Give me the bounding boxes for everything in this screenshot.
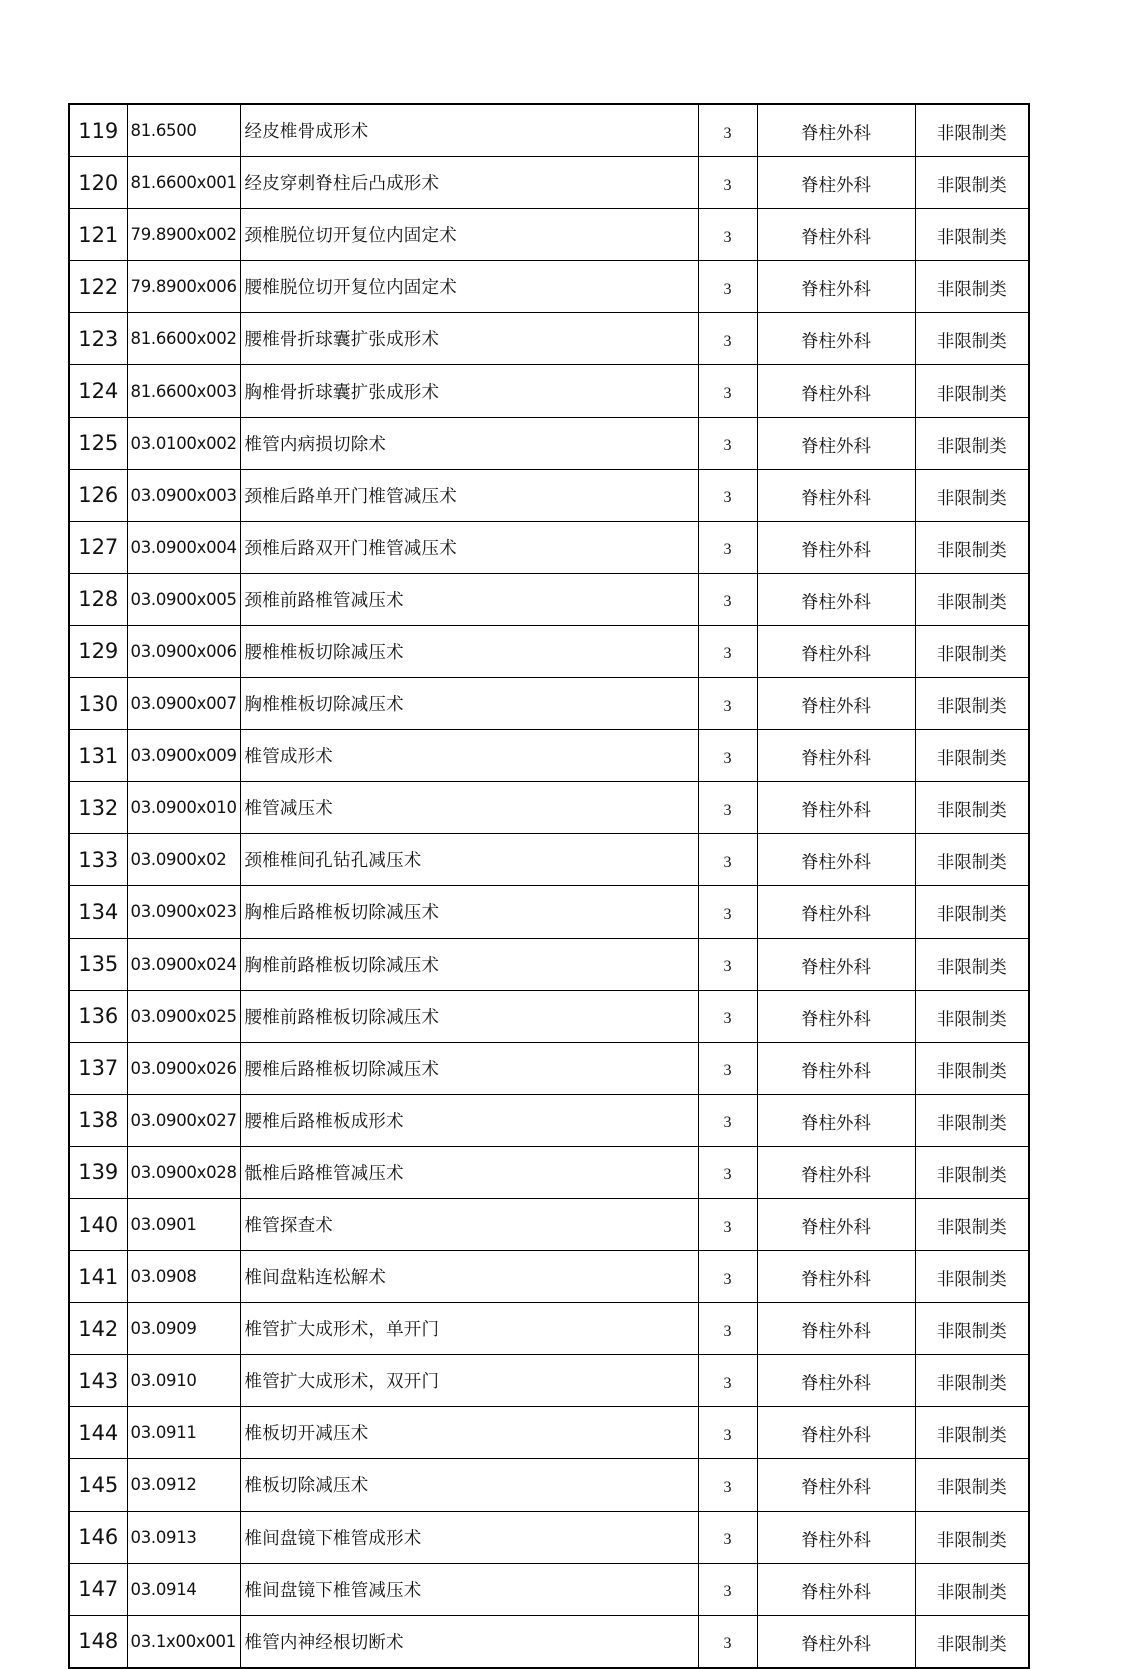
category-cell: 非限制类	[915, 1615, 1029, 1668]
procedure-code-cell: 03.0914	[127, 1563, 240, 1615]
category-cell: 非限制类	[915, 1511, 1029, 1563]
procedure-level-cell: 3	[698, 1303, 757, 1355]
procedure-code-cell: 03.0900x024	[127, 938, 240, 990]
procedure-level-cell: 3	[698, 1407, 757, 1459]
table-row	[69, 261, 1029, 313]
procedure-code-cell: 81.6600x001	[127, 157, 240, 209]
category-cell: 非限制类	[915, 886, 1029, 938]
procedure-name-cell: 椎管成形术	[240, 730, 698, 782]
procedure-level-cell: 3	[698, 365, 757, 417]
category-cell: 非限制类	[915, 1251, 1029, 1303]
table-row	[69, 625, 1029, 677]
category-cell: 非限制类	[915, 1094, 1029, 1146]
row-number-cell: 140	[69, 1198, 127, 1250]
department-cell: 脊柱外科	[757, 1407, 915, 1459]
row-number-cell: 124	[69, 365, 127, 417]
department-cell: 脊柱外科	[757, 469, 915, 521]
procedure-code-cell: 03.0911	[127, 1407, 240, 1459]
table-row	[69, 1303, 1029, 1355]
table-row	[69, 1251, 1029, 1303]
procedure-code-cell: 03.0900x004	[127, 521, 240, 573]
procedure-name-cell: 椎间盘粘连松解术	[240, 1251, 698, 1303]
row-number-cell: 146	[69, 1511, 127, 1563]
procedure-code-cell: 03.0900x02	[127, 834, 240, 886]
row-number-cell: 121	[69, 209, 127, 261]
department-cell: 脊柱外科	[757, 886, 915, 938]
department-cell: 脊柱外科	[757, 1042, 915, 1094]
procedure-code-cell: 81.6600x003	[127, 365, 240, 417]
procedure-table	[68, 103, 1030, 1669]
row-number-cell: 144	[69, 1407, 127, 1459]
table-row	[69, 1094, 1029, 1146]
category-cell: 非限制类	[915, 834, 1029, 886]
procedure-level-cell: 3	[698, 261, 757, 313]
procedure-code-cell: 03.0900x028	[127, 1146, 240, 1198]
department-cell: 脊柱外科	[757, 1094, 915, 1146]
procedure-level-cell: 3	[698, 1094, 757, 1146]
category-cell: 非限制类	[915, 730, 1029, 782]
table-row	[69, 209, 1029, 261]
procedure-code-cell: 79.8900x006	[127, 261, 240, 313]
category-cell: 非限制类	[915, 261, 1029, 313]
procedure-code-cell: 03.0909	[127, 1303, 240, 1355]
procedure-name-cell: 椎管探查术	[240, 1198, 698, 1250]
procedure-level-cell: 3	[698, 1355, 757, 1407]
procedure-code-cell: 03.0901	[127, 1198, 240, 1250]
procedure-level-cell: 3	[698, 1459, 757, 1511]
procedure-level-cell: 3	[698, 1198, 757, 1250]
procedure-code-cell: 03.0912	[127, 1459, 240, 1511]
procedure-level-cell: 3	[698, 1563, 757, 1615]
procedure-level-cell: 3	[698, 417, 757, 469]
procedure-name-cell: 腰椎后路椎板切除减压术	[240, 1042, 698, 1094]
table-row	[69, 990, 1029, 1042]
category-cell: 非限制类	[915, 990, 1029, 1042]
table-row	[69, 1563, 1029, 1615]
category-cell: 非限制类	[915, 521, 1029, 573]
department-cell: 脊柱外科	[757, 730, 915, 782]
row-number-cell: 126	[69, 469, 127, 521]
row-number-cell: 128	[69, 573, 127, 625]
table-row	[69, 678, 1029, 730]
procedure-level-cell: 3	[698, 990, 757, 1042]
procedure-level-cell: 3	[698, 157, 757, 209]
department-cell: 脊柱外科	[757, 938, 915, 990]
row-number-cell: 145	[69, 1459, 127, 1511]
procedure-code-cell: 79.8900x002	[127, 209, 240, 261]
table-row	[69, 938, 1029, 990]
procedure-level-cell: 3	[698, 886, 757, 938]
category-cell: 非限制类	[915, 1459, 1029, 1511]
procedure-level-cell: 3	[698, 625, 757, 677]
procedure-code-cell: 81.6500	[127, 104, 240, 157]
procedure-name-cell: 椎间盘镜下椎管成形术	[240, 1511, 698, 1563]
procedure-code-cell: 03.0910	[127, 1355, 240, 1407]
procedure-code-cell: 03.0908	[127, 1251, 240, 1303]
procedure-level-cell: 3	[698, 469, 757, 521]
table-row	[69, 1615, 1029, 1668]
procedure-level-cell: 3	[698, 1042, 757, 1094]
table-row	[69, 1042, 1029, 1094]
row-number-cell: 132	[69, 782, 127, 834]
department-cell: 脊柱外科	[757, 261, 915, 313]
procedure-name-cell: 腰椎椎板切除减压术	[240, 625, 698, 677]
category-cell: 非限制类	[915, 469, 1029, 521]
table-row	[69, 730, 1029, 782]
procedure-name-cell: 胸椎骨折球囊扩张成形术	[240, 365, 698, 417]
row-number-cell: 148	[69, 1615, 127, 1668]
department-cell: 脊柱外科	[757, 1563, 915, 1615]
procedure-level-cell: 3	[698, 1511, 757, 1563]
category-cell: 非限制类	[915, 209, 1029, 261]
category-cell: 非限制类	[915, 782, 1029, 834]
procedure-code-cell: 03.0900x026	[127, 1042, 240, 1094]
table-row	[69, 1198, 1029, 1250]
procedure-level-cell: 3	[698, 573, 757, 625]
procedure-name-cell: 颈椎前路椎管减压术	[240, 573, 698, 625]
procedure-name-cell: 颈椎后路双开门椎管减压术	[240, 521, 698, 573]
department-cell: 脊柱外科	[757, 782, 915, 834]
department-cell: 脊柱外科	[757, 417, 915, 469]
category-cell: 非限制类	[915, 625, 1029, 677]
procedure-name-cell: 椎板切开减压术	[240, 1407, 698, 1459]
procedure-name-cell: 腰椎后路椎板成形术	[240, 1094, 698, 1146]
department-cell: 脊柱外科	[757, 573, 915, 625]
category-cell: 非限制类	[915, 1146, 1029, 1198]
row-number-cell: 119	[69, 104, 127, 157]
row-number-cell: 136	[69, 990, 127, 1042]
department-cell: 脊柱外科	[757, 990, 915, 1042]
procedure-name-cell: 椎管内神经根切断术	[240, 1615, 698, 1668]
row-number-cell: 139	[69, 1146, 127, 1198]
procedure-code-cell: 03.1x00x001	[127, 1615, 240, 1668]
table-row	[69, 1511, 1029, 1563]
procedure-name-cell: 椎管减压术	[240, 782, 698, 834]
table-row	[69, 157, 1029, 209]
procedure-level-cell: 3	[698, 782, 757, 834]
procedure-code-cell: 03.0900x009	[127, 730, 240, 782]
department-cell: 脊柱外科	[757, 625, 915, 677]
procedure-name-cell: 腰椎骨折球囊扩张成形术	[240, 313, 698, 365]
category-cell: 非限制类	[915, 573, 1029, 625]
procedure-name-cell: 颈椎后路单开门椎管减压术	[240, 469, 698, 521]
row-number-cell: 143	[69, 1355, 127, 1407]
row-number-cell: 129	[69, 625, 127, 677]
table-row	[69, 1355, 1029, 1407]
department-cell: 脊柱外科	[757, 209, 915, 261]
procedure-code-cell: 03.0900x027	[127, 1094, 240, 1146]
procedure-code-cell: 03.0900x006	[127, 625, 240, 677]
procedure-code-cell: 03.0900x023	[127, 886, 240, 938]
procedure-code-cell: 03.0900x005	[127, 573, 240, 625]
procedure-table-body	[69, 104, 1029, 1668]
row-number-cell: 127	[69, 521, 127, 573]
table-row	[69, 104, 1029, 157]
procedure-level-cell: 3	[698, 1251, 757, 1303]
category-cell: 非限制类	[915, 417, 1029, 469]
procedure-code-cell: 81.6600x002	[127, 313, 240, 365]
procedure-name-cell: 椎管内病损切除术	[240, 417, 698, 469]
row-number-cell: 141	[69, 1251, 127, 1303]
department-cell: 脊柱外科	[757, 1146, 915, 1198]
category-cell: 非限制类	[915, 1042, 1029, 1094]
category-cell: 非限制类	[915, 1198, 1029, 1250]
department-cell: 脊柱外科	[757, 1198, 915, 1250]
category-cell: 非限制类	[915, 1407, 1029, 1459]
category-cell: 非限制类	[915, 313, 1029, 365]
category-cell: 非限制类	[915, 104, 1029, 157]
table-row	[69, 469, 1029, 521]
category-cell: 非限制类	[915, 938, 1029, 990]
row-number-cell: 138	[69, 1094, 127, 1146]
department-cell: 脊柱外科	[757, 834, 915, 886]
procedure-name-cell: 椎板切除减压术	[240, 1459, 698, 1511]
table-row	[69, 521, 1029, 573]
row-number-cell: 131	[69, 730, 127, 782]
category-cell: 非限制类	[915, 365, 1029, 417]
table-row	[69, 313, 1029, 365]
table-row	[69, 573, 1029, 625]
procedure-level-cell: 3	[698, 209, 757, 261]
row-number-cell: 125	[69, 417, 127, 469]
category-cell: 非限制类	[915, 1563, 1029, 1615]
table-row	[69, 417, 1029, 469]
table-row	[69, 1146, 1029, 1198]
department-cell: 脊柱外科	[757, 678, 915, 730]
row-number-cell: 137	[69, 1042, 127, 1094]
row-number-cell: 120	[69, 157, 127, 209]
row-number-cell: 133	[69, 834, 127, 886]
row-number-cell: 147	[69, 1563, 127, 1615]
procedure-level-cell: 3	[698, 678, 757, 730]
category-cell: 非限制类	[915, 678, 1029, 730]
table-row	[69, 782, 1029, 834]
row-number-cell: 134	[69, 886, 127, 938]
row-number-cell: 142	[69, 1303, 127, 1355]
row-number-cell: 123	[69, 313, 127, 365]
procedure-name-cell: 经皮椎骨成形术	[240, 104, 698, 157]
procedure-level-cell: 3	[698, 938, 757, 990]
table-row	[69, 834, 1029, 886]
department-cell: 脊柱外科	[757, 521, 915, 573]
procedure-name-cell: 胸椎后路椎板切除减压术	[240, 886, 698, 938]
procedure-name-cell: 颈椎脱位切开复位内固定术	[240, 209, 698, 261]
category-cell: 非限制类	[915, 1355, 1029, 1407]
procedure-name-cell: 腰椎前路椎板切除减压术	[240, 990, 698, 1042]
procedure-code-cell: 03.0913	[127, 1511, 240, 1563]
table-row	[69, 886, 1029, 938]
department-cell: 脊柱外科	[757, 1511, 915, 1563]
procedure-name-cell: 椎管扩大成形术，单开门	[240, 1303, 698, 1355]
procedure-name-cell: 椎管扩大成形术，双开门	[240, 1355, 698, 1407]
category-cell: 非限制类	[915, 1303, 1029, 1355]
row-number-cell: 135	[69, 938, 127, 990]
category-cell: 非限制类	[915, 157, 1029, 209]
procedure-name-cell: 椎间盘镜下椎管减压术	[240, 1563, 698, 1615]
department-cell: 脊柱外科	[757, 1615, 915, 1668]
procedure-level-cell: 3	[698, 313, 757, 365]
procedure-level-cell: 3	[698, 1615, 757, 1668]
department-cell: 脊柱外科	[757, 157, 915, 209]
department-cell: 脊柱外科	[757, 313, 915, 365]
procedure-name-cell: 腰椎脱位切开复位内固定术	[240, 261, 698, 313]
row-number-cell: 122	[69, 261, 127, 313]
procedure-name-cell: 胸椎前路椎板切除减压术	[240, 938, 698, 990]
procedure-name-cell: 骶椎后路椎管减压术	[240, 1146, 698, 1198]
procedure-code-cell: 03.0900x003	[127, 469, 240, 521]
row-number-cell: 130	[69, 678, 127, 730]
table-row	[69, 1459, 1029, 1511]
table-row	[69, 1407, 1029, 1459]
department-cell: 脊柱外科	[757, 1251, 915, 1303]
procedure-level-cell: 3	[698, 1146, 757, 1198]
table-row	[69, 365, 1029, 417]
department-cell: 脊柱外科	[757, 104, 915, 157]
procedure-name-cell: 颈椎椎间孔钻孔减压术	[240, 834, 698, 886]
procedure-level-cell: 3	[698, 834, 757, 886]
procedure-code-cell: 03.0900x025	[127, 990, 240, 1042]
procedure-code-cell: 03.0900x010	[127, 782, 240, 834]
department-cell: 脊柱外科	[757, 1355, 915, 1407]
procedure-name-cell: 胸椎椎板切除减压术	[240, 678, 698, 730]
procedure-level-cell: 3	[698, 730, 757, 782]
procedure-code-cell: 03.0900x007	[127, 678, 240, 730]
procedure-level-cell: 3	[698, 521, 757, 573]
procedure-level-cell: 3	[698, 104, 757, 157]
department-cell: 脊柱外科	[757, 365, 915, 417]
department-cell: 脊柱外科	[757, 1303, 915, 1355]
department-cell: 脊柱外科	[757, 1459, 915, 1511]
procedure-code-cell: 03.0100x002	[127, 417, 240, 469]
procedure-name-cell: 经皮穿刺脊柱后凸成形术	[240, 157, 698, 209]
